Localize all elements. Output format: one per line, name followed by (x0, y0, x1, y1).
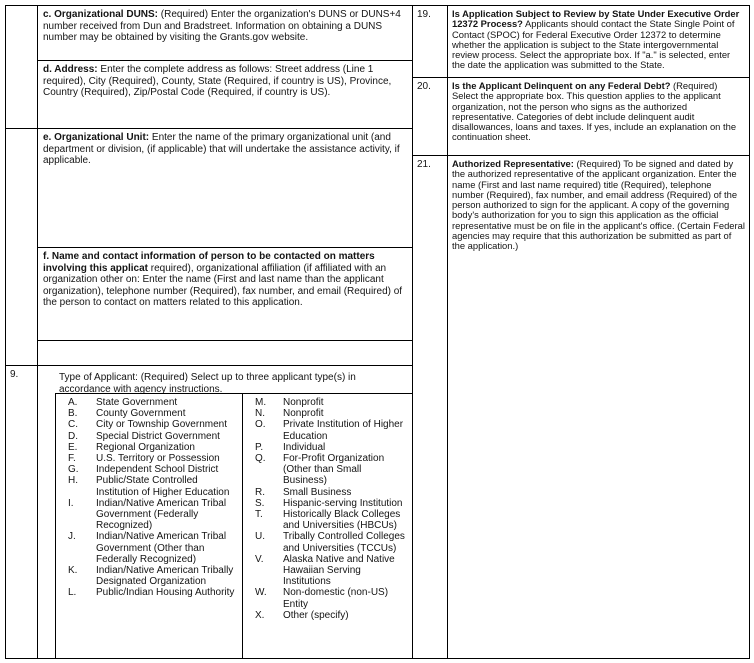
applicant-type-letter: W. (255, 587, 267, 599)
applicant-types-column-a-l (56, 394, 243, 658)
applicant-type-letter: E. (68, 441, 78, 453)
left-number-cell-9 (5, 365, 38, 659)
applicant-type-label: Individual (283, 441, 326, 453)
applicant-type-label: For-Profit Organization (Other than Small Business) (283, 453, 385, 487)
applicant-type-item (68, 397, 238, 408)
applicant-type-letter: N. (255, 408, 265, 420)
applicant-types-subtable (55, 393, 412, 658)
left-number-cell-empty-top (5, 5, 38, 129)
right-number-cell-21 (412, 155, 448, 659)
applicant-type-label: Tribally Controlled Colleges and Universities (TCCUs) (283, 531, 405, 554)
applicant-type-letter: G. (68, 464, 79, 476)
instruction-20-cell (447, 77, 750, 156)
left-spacer-cell (37, 340, 413, 366)
instruction-21-body: (Required) To be signed and dated by the authorized representative of the applicant organization. Enter the name (First and last name required) title (Required), telephone number (Required), fax number, and email address (Required) of the person authorized to sign for the applicant. A copy of the governing body's authorization for you to sign this application as the official representative must be on file in the applicant's office. (Certain Federal agencies may require that this authorization be submitted as part of the application.) (452, 158, 745, 252)
applicant-type-item (255, 487, 408, 498)
applicant-type-label: Nonprofit (283, 408, 324, 420)
applicant-type-letter: U. (255, 531, 265, 543)
applicant-type-item (68, 419, 238, 430)
applicant-type-item (68, 408, 238, 419)
item-19-number: 19. (417, 9, 431, 20)
applicant-type-label: Indian/Native American Tribal Government (Other than Federally Recognized) (96, 531, 227, 565)
applicant-type-letter: S. (255, 497, 265, 509)
applicant-type-letter: D. (68, 430, 78, 442)
instruction-d-heading: d. Address: (43, 64, 98, 75)
applicant-type-item (255, 419, 408, 441)
instruction-19-heading: Is Application Subject to Review by State Under Executive Order 12372 Process? (452, 8, 740, 30)
instruction-d-body: Enter the complete address as follows: Street address (Line 1 required), City (Required), County, State (Required, if country is US), Province, Country (Required), Zip/Postal Code (Required, if country is US). (43, 64, 392, 99)
applicant-type-letter: C. (68, 419, 78, 431)
applicant-type-label: Indian/Native American Tribal Government (Federally Recognized) (96, 497, 227, 532)
applicant-type-item (255, 587, 408, 609)
instruction-c-paragraph (43, 9, 407, 44)
applicant-type-letter: H. (68, 475, 78, 487)
applicant-type-label: County Government (96, 408, 186, 420)
type-of-applicant-cell (37, 365, 413, 659)
applicant-type-item (68, 431, 238, 442)
instruction-f-heading: f. Name and contact information of person to be contacted on matters involving this applicat (43, 251, 375, 274)
applicant-type-item (255, 610, 408, 621)
instruction-c-heading: c. Organizational DUNS: (43, 9, 159, 20)
instruction-19-paragraph (452, 9, 745, 71)
applicant-type-item (68, 464, 238, 475)
instruction-d-cell (37, 60, 413, 129)
instruction-c-body: (Required) Enter the organization's DUNS or DUNS+4 number received from Dun and Bradstreet. Information on obtaining a DUNS number may be obtained by visiting the Grants.gov website. (43, 9, 401, 44)
applicant-type-label: Public/Indian Housing Authority (96, 587, 235, 599)
type-of-applicant-intro: Type of Applicant: (Required) Select up to three applicant type(s) in accordance with agency instructions. (59, 372, 356, 395)
applicant-type-item (68, 453, 238, 464)
applicant-type-item (68, 475, 238, 497)
applicant-type-item (255, 554, 408, 588)
applicant-type-item (255, 408, 408, 419)
applicant-type-letter: B. (68, 408, 78, 420)
right-number-cell-20 (412, 77, 448, 156)
instruction-21-heading: Authorized Representative: (452, 158, 574, 169)
applicant-type-letter: L. (68, 587, 77, 599)
applicant-type-item (68, 442, 238, 453)
instruction-20-paragraph (452, 81, 745, 143)
instruction-19-cell (447, 5, 750, 78)
applicant-type-letter: A. (68, 397, 78, 408)
applicant-type-label: Public/State Controlled Institution of Higher Education (96, 475, 230, 498)
applicant-type-letter: V. (255, 553, 264, 565)
applicant-type-item (68, 565, 238, 587)
applicant-type-label: City or Township Government (96, 419, 227, 431)
applicant-type-item (255, 509, 408, 531)
instruction-21-paragraph (452, 159, 745, 252)
left-number-cell-empty-mid (5, 128, 38, 366)
applicant-type-letter: J. (68, 531, 76, 543)
instruction-f-cell (37, 247, 413, 341)
item-9-number: 9. (10, 369, 19, 380)
instruction-e-paragraph (43, 132, 407, 167)
applicant-type-item (255, 531, 408, 553)
instruction-20-heading: Is the Applicant Delinquent on any Federal Debt? (452, 80, 671, 91)
applicant-type-label: Independent School District (96, 464, 219, 476)
item-20-number: 20. (417, 81, 431, 92)
applicant-type-letter: X. (255, 609, 265, 621)
applicant-type-label: Special District Government (96, 430, 220, 442)
applicant-type-label: Other (specify) (283, 609, 349, 621)
right-number-cell-19 (412, 5, 448, 78)
applicant-type-item (255, 442, 408, 453)
instruction-c-cell (37, 5, 413, 61)
applicant-type-item (68, 587, 238, 598)
applicant-type-item (255, 397, 408, 408)
applicant-type-item (255, 453, 408, 487)
applicant-type-label: Non-domestic (non-US) Entity (283, 587, 389, 610)
instruction-e-body: Enter the name of the primary organizational unit (and department or division, (if applicable) that will undertake the assistance activity, if applicable. (43, 132, 400, 167)
instruction-19-body: Applicants should contact the State Single Point of Contact (SPOC) for Federal Executive Order 12372 to determine whether the application is subject to the State intergovernmental review process. Select the appropriate box. If "a." is selected, enter the date the application was submitted to the State. (452, 18, 735, 71)
applicant-type-label: Nonprofit (283, 397, 324, 408)
instructions-table (5, 5, 750, 659)
applicant-type-label: Historically Black Colleges and Universities (HBCUs) (283, 509, 401, 532)
applicant-type-item (255, 498, 408, 509)
applicant-type-item (68, 531, 238, 565)
instruction-e-heading: e. Organizational Unit: (43, 132, 150, 143)
applicant-type-letter: T. (255, 509, 263, 521)
instruction-f-body: required), organizational affiliation (if affiliated with an organization other on: Enter the name (First and last name than the applicant organization), telephone number (Required), fax number, and email (Required) of the person to contact on matters related to this application. (43, 262, 403, 309)
applicant-type-letter: Q. (255, 453, 266, 465)
applicant-type-letter: R. (255, 486, 265, 498)
instruction-e-cell (37, 128, 413, 248)
applicant-type-label: Private Institution of Higher Education (283, 419, 404, 442)
applicant-type-label: Indian/Native American Tribally Designated Organization (96, 565, 234, 588)
applicant-type-letter: F. (68, 453, 76, 465)
instruction-20-body: (Required) Select the appropriate box. This question applies to the applicant organization, not the person who signs as the authorized representative. Categories of debt include delinquent audit disallowances, loans and taxes. If yes, include an explanation on the continuation sheet. (452, 80, 737, 143)
applicant-type-label: Regional Organization (96, 441, 195, 453)
applicant-type-letter: O. (255, 419, 266, 431)
applicant-type-label: U.S. Territory or Possession (96, 453, 220, 465)
instruction-d-paragraph (43, 64, 407, 99)
instruction-f-paragraph (43, 251, 407, 309)
item-21-number: 21. (417, 159, 431, 170)
applicant-type-label: Small Business (283, 486, 352, 498)
applicant-type-letter: M. (255, 397, 267, 408)
applicant-type-label: Hispanic-serving Institution (283, 497, 403, 509)
applicant-type-letter: I. (68, 497, 74, 509)
applicant-type-letter: K. (68, 565, 78, 577)
applicant-types-column-m-x (243, 394, 412, 658)
applicant-type-item (68, 498, 238, 532)
applicant-type-letter: P. (255, 441, 264, 453)
applicant-type-label: State Government (96, 397, 178, 408)
instruction-21-cell (447, 155, 750, 659)
applicant-type-label: Alaska Native and Native Hawaiian Serving Institutions (283, 553, 395, 588)
